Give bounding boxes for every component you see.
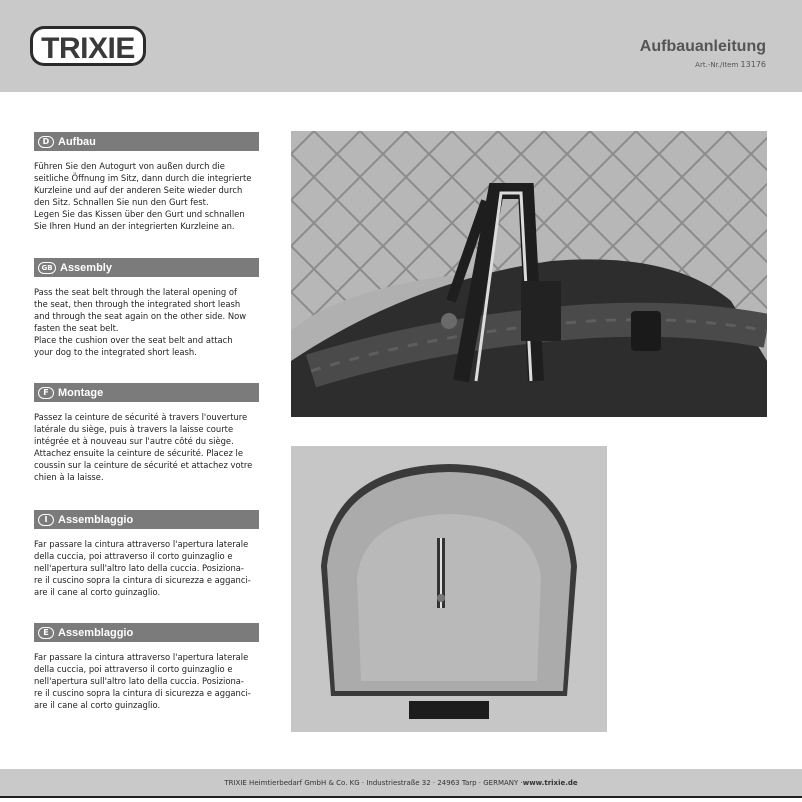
section-title: Aufbau [58, 135, 96, 148]
footer-bar [0, 769, 802, 796]
section-german [34, 132, 259, 232]
section-body: Passez la ceinture de sécurité à travers l'ouverture latérale du siège, puis à travers la laisse courte intégrée et à nouveau sur l'autre côté du siège. Attachez ensuite la ceinture de sécurité. Placez le coussin sur la ceinture de sécurité et attachez votre chien à la laisse. [34, 412, 253, 482]
header-bar [0, 0, 802, 92]
trixie-logo [28, 22, 148, 70]
section-title: Assemblaggio [58, 513, 134, 526]
section-italian [34, 510, 259, 598]
cushion-photo [291, 446, 607, 732]
article-number [695, 60, 766, 69]
language-badge: F [38, 387, 54, 399]
section-header [34, 383, 259, 402]
section-title: Assemblaggio [58, 626, 134, 639]
article-prefix: Art.-Nr./Item [695, 61, 739, 69]
section-body: Pass the seat belt through the lateral opening of the seat, then through the integrated short leash and through the seat again on the other side. Now fasten the seat belt. Place the cushion over the seat belt and attach your dog to the integrated short leash. [34, 287, 247, 357]
section-title: Assembly [60, 261, 112, 274]
footer-address: TRIXIE Heimtierbedarf GmbH & Co. KG · Industriestraße 32 · 24963 Tarp · GERMANY · [224, 778, 523, 787]
section-header [34, 623, 259, 642]
language-badge: GB [38, 262, 56, 274]
article-number-value: 13176 [740, 60, 766, 69]
svg-text:TRIXIE: TRIXIE [41, 32, 135, 65]
language-badge: I [38, 514, 54, 526]
section-body: Far passare la cintura attraverso l'apertura laterale della cuccia, poi attraverso il corto guinzaglio e nell'apertura sull'altro lato della cuccia. Posiziona- re il cuscino sopra la cintura di sicurezza e agganci- are il cane al corto guinzaglio. [34, 539, 251, 597]
section-title: Montage [58, 386, 104, 399]
footer-url[interactable]: www.trixie.de [522, 778, 578, 787]
seat-belt-photo [291, 131, 767, 417]
section-body: Far passare la cintura attraverso l'apertura laterale della cuccia, poi attraverso il corto guinzaglio e nell'apertura sull'altro lato della cuccia. Posiziona- re il cuscino sopra la cintura di sicurezza e agganci- are il cane al corto guinzaglio. [34, 652, 251, 710]
section-french [34, 383, 259, 483]
section-english [34, 258, 259, 358]
section-header [34, 132, 259, 151]
footer-rule [0, 796, 802, 802]
section-header [34, 510, 259, 529]
document-title: Aufbauanleitung [639, 38, 766, 55]
section-spanish [34, 623, 259, 711]
section-body: Führen Sie den Autogurt von außen durch die seitliche Öffnung im Sitz, dann durch die integrierte Kurzleine und auf der anderen Seite wieder durch den Sitz. Schnallen Sie nun den Gurt fest. Legen Sie das Kissen über den Gurt und schnallen Sie Ihren Hund an der integrierten Kurzleine an. [34, 161, 252, 231]
language-badge: E [38, 627, 54, 639]
language-badge: D [38, 136, 54, 148]
section-header [34, 258, 259, 277]
